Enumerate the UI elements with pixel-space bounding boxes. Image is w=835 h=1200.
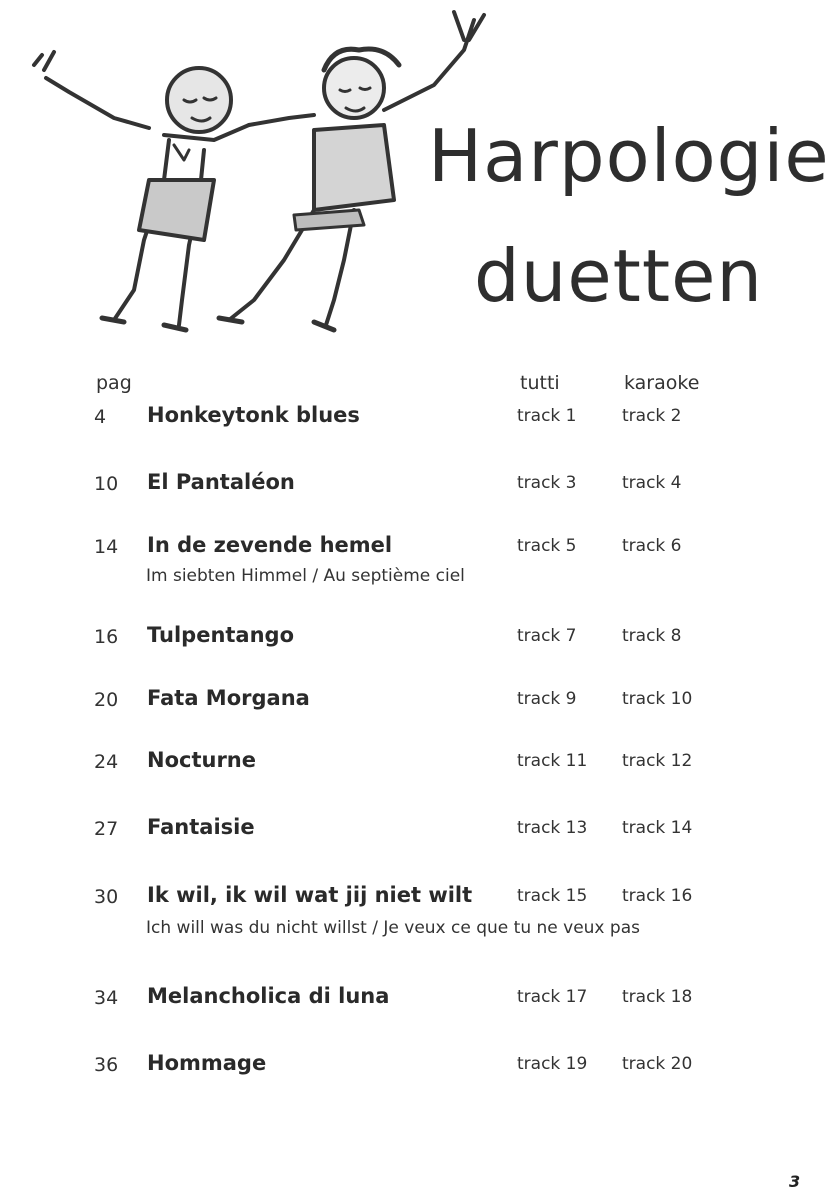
header-karaoke: karaoke [624, 372, 700, 394]
title-line-2: duetten [474, 234, 764, 318]
page-number: 16 [94, 626, 119, 648]
tutti-track: track 17 [517, 987, 588, 1007]
tutti-track: track 19 [517, 1054, 588, 1074]
song-title: Nocturne [147, 748, 256, 772]
song-subtitle: Im siebten Himmel / Au septième ciel [146, 566, 465, 586]
song-title: Hommage [147, 1051, 267, 1075]
karaoke-track: track 20 [622, 1054, 693, 1074]
toc-row [0, 747, 835, 787]
song-title: Fantaisie [147, 815, 255, 839]
tutti-track: track 5 [517, 536, 577, 556]
karaoke-track: track 14 [622, 818, 693, 838]
tutti-track: track 13 [517, 818, 588, 838]
toc-row [0, 1050, 835, 1090]
karaoke-track: track 2 [622, 406, 682, 426]
header-pag: pag [96, 372, 132, 394]
title-line-1: Harpologie [428, 114, 830, 198]
song-title: Melancholica di luna [147, 984, 390, 1008]
karaoke-track: track 4 [622, 473, 682, 493]
page-number: 34 [94, 987, 119, 1009]
karaoke-track: track 12 [622, 751, 693, 771]
toc-row [0, 402, 835, 442]
footer-page-number: 3 [789, 1172, 801, 1191]
page-number: 10 [94, 473, 119, 495]
page-number: 14 [94, 536, 119, 558]
page-number: 36 [94, 1054, 119, 1076]
page-number: 30 [94, 886, 119, 908]
toc-row [0, 814, 835, 854]
karaoke-track: track 8 [622, 626, 682, 646]
toc-row [0, 882, 835, 922]
karaoke-track: track 6 [622, 536, 682, 556]
tutti-track: track 15 [517, 886, 588, 906]
tutti-track: track 7 [517, 626, 577, 646]
page-number: 27 [94, 818, 119, 840]
song-subtitle: Ich will was du nicht willst / Je veux ce que tu ne veux pas [146, 918, 640, 938]
header-tutti: tutti [520, 372, 560, 394]
toc-row [0, 469, 835, 509]
tutti-track: track 9 [517, 689, 577, 709]
page-number: 4 [94, 406, 107, 428]
toc-row [0, 983, 835, 1023]
karaoke-track: track 10 [622, 689, 693, 709]
song-title: Fata Morgana [147, 686, 310, 710]
tutti-track: track 3 [517, 473, 577, 493]
tutti-track: track 1 [517, 406, 577, 426]
toc-row [0, 685, 835, 725]
song-title: Ik wil, ik wil wat jij niet wilt [147, 883, 473, 907]
song-title: Tulpentango [147, 623, 295, 647]
page-number: 20 [94, 689, 119, 711]
karaoke-track: track 16 [622, 886, 693, 906]
song-title: In de zevende hemel [147, 533, 393, 557]
song-title: Honkeytonk blues [147, 403, 360, 427]
karaoke-track: track 18 [622, 987, 693, 1007]
page-number: 24 [94, 751, 119, 773]
song-title: El Pantaléon [147, 470, 295, 494]
toc-row [0, 622, 835, 662]
tutti-track: track 11 [517, 751, 588, 771]
